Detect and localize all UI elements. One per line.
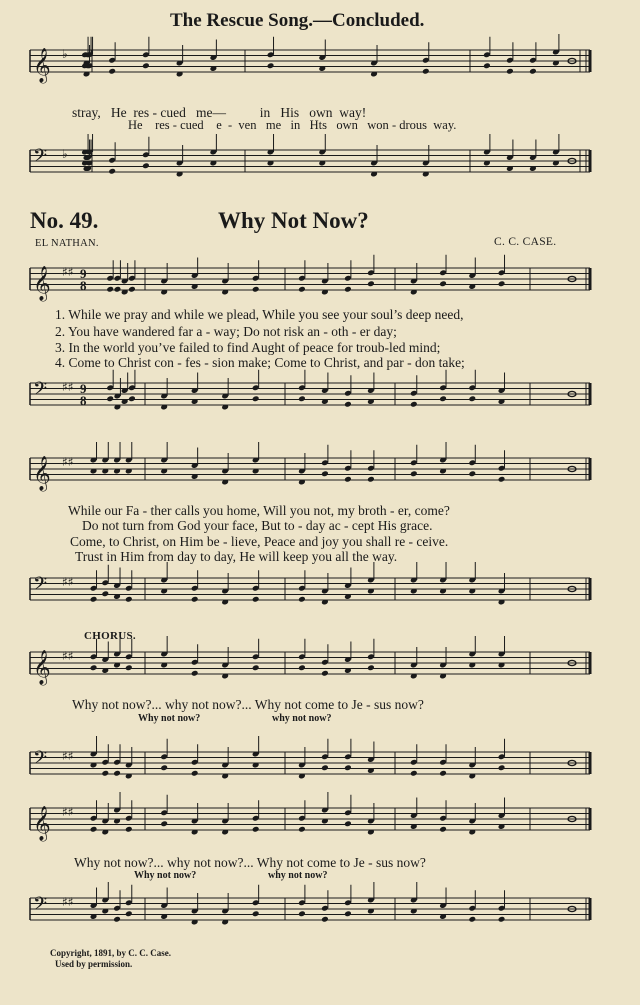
note-head: [90, 664, 98, 671]
note-head: [142, 62, 150, 69]
note-head: [506, 68, 514, 75]
note-head: [298, 910, 306, 917]
verse-4-line-1: 4. Come to Christ con - fes - sion make; Come to Christ, and par - don take;: [55, 355, 465, 370]
page-header-title: The Rescue Song.—Concluded.: [170, 10, 425, 31]
note-head: [191, 670, 199, 677]
bass-clef-icon: 𝄢: [33, 379, 48, 404]
treble-clef-icon: 𝄞: [33, 48, 51, 83]
time-signature-top: 9: [80, 381, 87, 396]
note-head: [321, 670, 329, 677]
time-signature-bottom: 8: [80, 393, 87, 408]
note-head: [344, 820, 352, 827]
note-head: [252, 664, 260, 671]
note-head: [191, 596, 199, 603]
note-head: [439, 395, 447, 402]
note-head: [498, 764, 506, 771]
verse-4-line-2: Trust in Him from day to day, He will keep you all the way.: [75, 549, 398, 564]
copyright-notice: Copyright, 1891, by C. C. Case. Used by permission.: [50, 948, 172, 969]
verse-2-line-2: Do not turn from God your face, But to - day ac - cept His grace.: [82, 518, 433, 533]
chorus-label: CHORUS.: [84, 630, 136, 642]
note-head: [344, 286, 352, 293]
note-head: [101, 590, 109, 597]
note-head: [125, 910, 133, 917]
key-signature-icon: ♯♯: [62, 749, 74, 763]
treble-clef-icon: 𝄞: [33, 650, 51, 685]
note-head: [298, 826, 306, 833]
note-head: [113, 770, 121, 777]
note-head: [468, 916, 476, 923]
note-head: [498, 916, 506, 923]
treble-clef-icon: 𝄞: [33, 806, 51, 841]
note-head: [142, 162, 150, 169]
verse-2-line-1: 2. You have wandered far a - way; Do not risk an - oth - er day;: [55, 324, 397, 339]
note-head: [498, 280, 506, 287]
bass-clef-icon: 𝄢: [33, 146, 48, 171]
note-head: [410, 770, 418, 777]
key-signature-icon: ♭: [62, 147, 68, 161]
note-head: [298, 286, 306, 293]
chorus-bass-echo-1b: why not now?: [272, 713, 332, 724]
key-signature-icon: ♭: [62, 47, 68, 61]
note-head: [298, 596, 306, 603]
note-head: [252, 910, 260, 917]
note-head: [410, 401, 418, 408]
key-signature-icon: ♯♯: [62, 805, 74, 819]
composer-credit: C. C. CASE.: [494, 236, 557, 248]
note-head: [321, 470, 329, 477]
note-head: [125, 826, 133, 833]
note-head: [90, 596, 98, 603]
chorus-line-1: Why not now?... why not now?... Why not come to Je - sus now?: [72, 697, 424, 712]
note-head: [321, 916, 329, 923]
rescue-lyric-line-1: stray, He res - cued me— in His own way!: [72, 105, 367, 120]
note-head: [321, 764, 329, 771]
note-head: [367, 664, 375, 671]
key-signature-icon: ♯♯: [62, 649, 74, 663]
chorus-bass-echo-2a: Why not now?: [134, 870, 197, 881]
treble-clef-icon: 𝄞: [33, 456, 51, 491]
note-head: [106, 286, 114, 293]
note-head: [367, 476, 375, 483]
verse-3-line-1: 3. In the world you’ve failed to find Aught of peace for troub-led mind;: [55, 340, 441, 355]
time-signature-bottom: 8: [80, 278, 87, 293]
author-credit: EL NATHAN.: [35, 238, 99, 249]
note-head: [298, 395, 306, 402]
note-head: [439, 770, 447, 777]
note-head: [344, 476, 352, 483]
note-head: [267, 62, 275, 69]
note-head: [191, 770, 199, 777]
note-head: [344, 764, 352, 771]
verse-3-line-2: Come, to Christ, on Him be - lieve, Peace and joy you shall re - ceive.: [70, 534, 449, 549]
note-head: [252, 596, 260, 603]
note-head: [410, 470, 418, 477]
note-head: [298, 664, 306, 671]
chorus-bass-echo-1a: Why not now?: [138, 713, 201, 724]
note-head: [101, 770, 109, 777]
rescue-lyric-line-2: He res - cued e - ven me in Hts own won - drous way.: [128, 118, 457, 132]
verse-1-line-1: 1. While we pray and while we plead, While you see your soul’s deep need,: [55, 307, 464, 322]
chorus-bass-echo-2b: why not now?: [268, 870, 328, 881]
bass-clef-icon: 𝄢: [33, 748, 48, 773]
note-head: [125, 664, 133, 671]
note-head: [106, 395, 114, 402]
bass-clef-icon: 𝄢: [33, 894, 48, 919]
time-signature-top: 9: [80, 266, 87, 281]
note-head: [252, 395, 260, 402]
note-head: [128, 395, 136, 402]
note-head: [344, 910, 352, 917]
note-head: [468, 395, 476, 402]
note-head: [344, 401, 352, 408]
note-head: [468, 470, 476, 477]
key-signature-icon: ♯♯: [62, 380, 74, 394]
hymn-number: No. 49.: [30, 208, 99, 233]
note-head: [483, 62, 491, 69]
note-head: [90, 826, 98, 833]
note-head: [439, 826, 447, 833]
key-signature-icon: ♯♯: [62, 575, 74, 589]
note-head: [160, 820, 168, 827]
note-head: [439, 280, 447, 287]
bass-clef-icon: 𝄢: [33, 574, 48, 599]
note-head: [128, 286, 136, 293]
verse-1-line-2: While our Fa - ther calls you home, Will you not, my broth - er, come?: [68, 503, 450, 518]
note-head: [108, 168, 116, 175]
note-head: [252, 826, 260, 833]
note-head: [160, 764, 168, 771]
key-signature-icon: ♯♯: [62, 895, 74, 909]
note-head: [114, 286, 122, 293]
note-head: [252, 286, 260, 293]
chorus-line-2: Why not now?... why not now?... Why not come to Je - sus now?: [74, 855, 426, 870]
note-head: [367, 280, 375, 287]
note-head: [113, 916, 121, 923]
hymn-title: Why Not Now?: [218, 208, 369, 233]
key-signature-icon: ♯♯: [62, 455, 74, 469]
note-head: [422, 68, 430, 75]
note-head: [498, 476, 506, 483]
note-head: [529, 68, 537, 75]
note-head: [108, 68, 116, 75]
treble-clef-icon: 𝄞: [33, 266, 51, 301]
note-head: [125, 596, 133, 603]
key-signature-icon: ♯♯: [62, 265, 74, 279]
